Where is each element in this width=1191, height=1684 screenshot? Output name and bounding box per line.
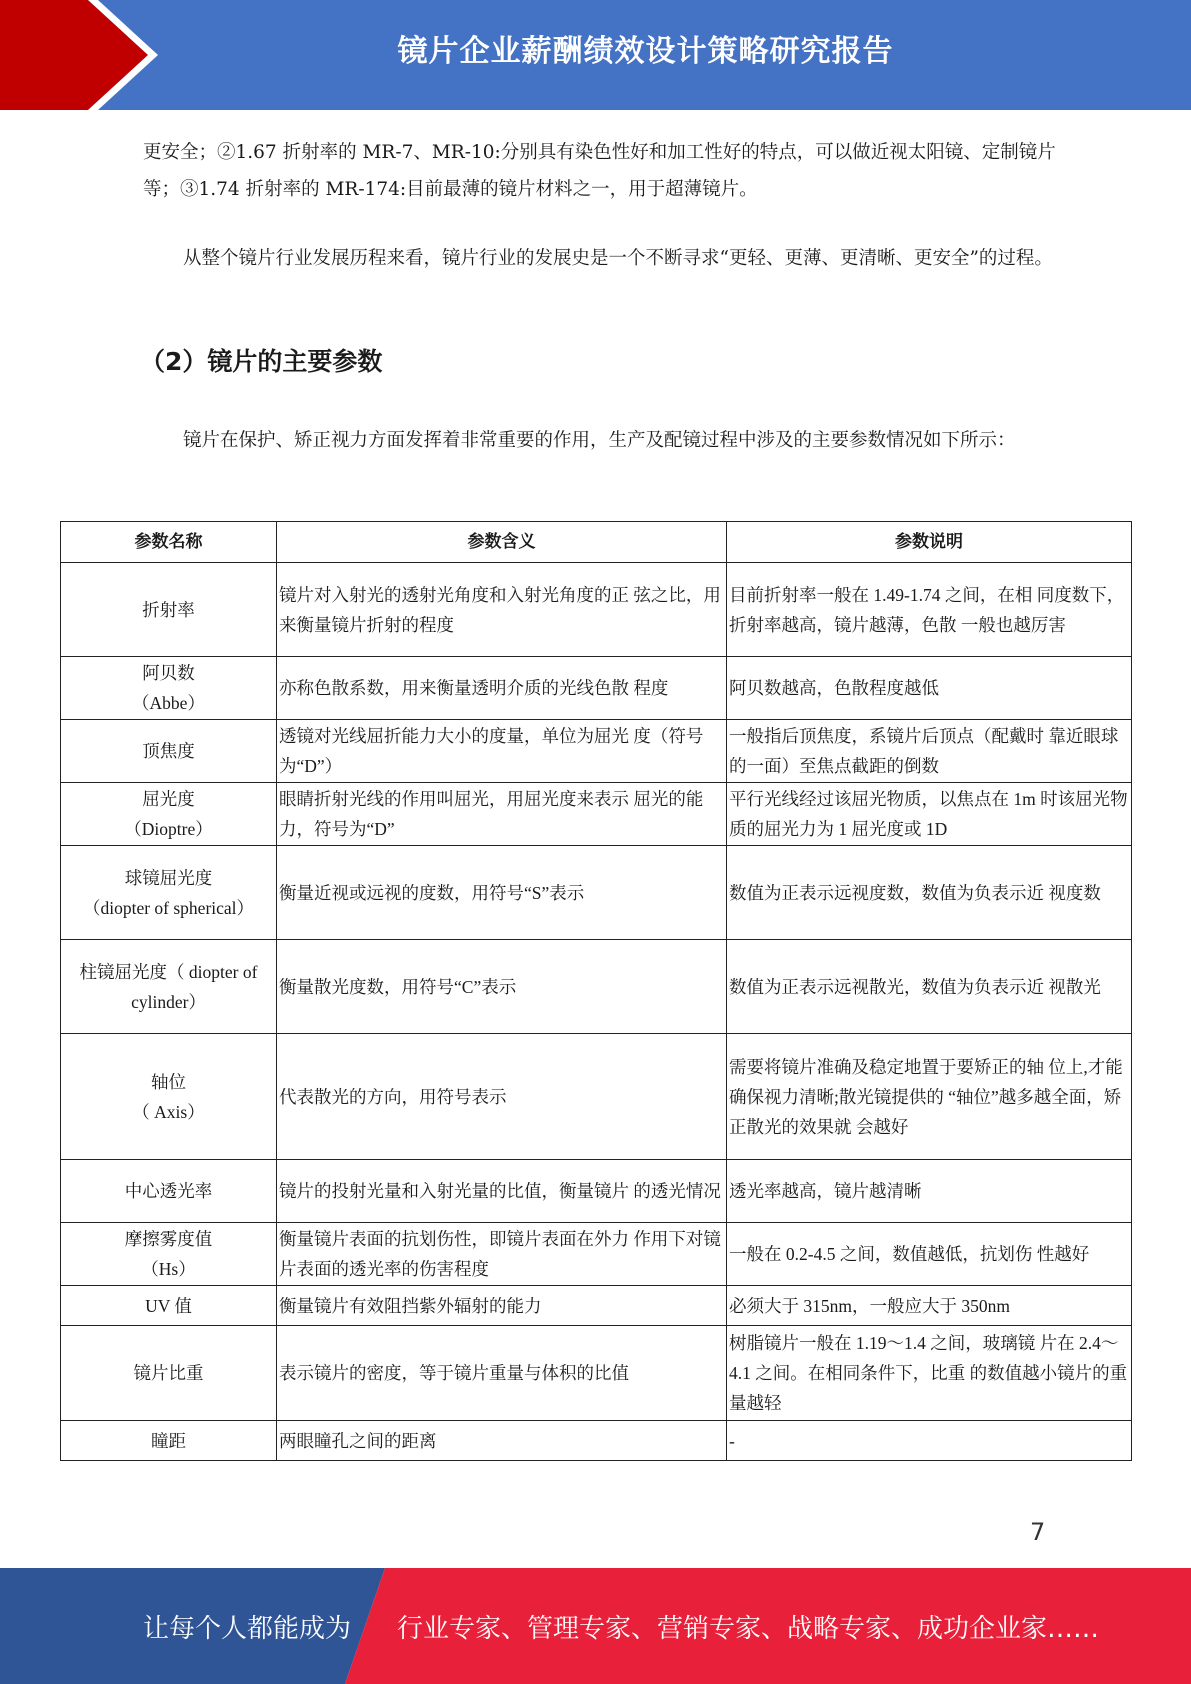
param-note: 数值为正表示远视度数，数值为负表示近 视度数 [727, 846, 1132, 940]
param-name-line: 顶焦度 [142, 741, 195, 761]
param-note: 需要将镜片准确及稳定地置于要矫正的轴 位上,才能确保视力清晰;散光镜提供的 “轴位”越多越全面，矫正散光的效果就 会越好 [727, 1034, 1132, 1160]
param-name-line: 球镜屈光度 [124, 867, 213, 888]
param-name-line: 中心透光率 [124, 1181, 213, 1201]
param-meaning: 衡量镜片有效阻挡紫外辐射的能力 [277, 1286, 727, 1326]
param-note: 必须大于 315nm，一般应大于 350nm [727, 1286, 1132, 1326]
param-name-line: UV 值 [145, 1295, 192, 1316]
param-meaning: 衡量近视或远视的度数，用符号“S”表示 [277, 846, 727, 940]
param-name-line: 瞳距 [151, 1430, 186, 1451]
page-number: 7 [1030, 1518, 1046, 1546]
table-header-meaning: 参数含义 [277, 522, 727, 563]
table-row [61, 1421, 1132, 1461]
param-name-line: （Abbe） [132, 693, 205, 713]
param-name [61, 1326, 277, 1421]
param-name-line: 阿贝数 [142, 663, 195, 683]
param-meaning: 两眼瞳孔之间的距离 [277, 1421, 727, 1461]
header-red-arrow [0, 0, 148, 110]
param-name-line: （ Axis） [132, 1101, 205, 1122]
table-row [61, 1286, 1132, 1326]
table-header-name: 参数名称 [61, 522, 277, 563]
param-note: 阿贝数越高，色散程度越低 [727, 657, 1132, 720]
body-paragraph-3: 镜片在保护、矫正视力方面发挥着非常重要的作用，生产及配镜过程中涉及的主要参数情况如下所示： [183, 430, 1016, 451]
table-row [61, 563, 1132, 657]
body-paragraph-2: 从整个镜片行业发展历程来看，镜片行业的发展史是一个不断寻求“更轻、更薄、更清晰、更安全”的过程。 [183, 248, 1053, 269]
param-name [61, 657, 277, 720]
param-name-line: （Dioptre） [124, 819, 213, 839]
param-note: 数值为正表示远视散光，数值为负表示近 视散光 [727, 940, 1132, 1034]
param-name-line: 摩擦雾度值 [124, 1229, 213, 1249]
page-header [0, 0, 1191, 110]
parameters-table [60, 521, 1132, 1461]
param-note: 一般在 0.2-4.5 之间，数值越低，抗划伤 性越好 [727, 1223, 1132, 1286]
table-header-row [61, 522, 1132, 563]
footer-slogan-right: 行业专家、管理专家、营销专家、战略专家、成功企业家…… [397, 1614, 1100, 1644]
param-meaning: 镜片的投射光量和入射光量的比值，衡量镜片 的透光情况 [277, 1160, 727, 1223]
table-row [61, 657, 1132, 720]
param-name-line: 折射率 [142, 599, 195, 620]
param-meaning: 亦称色散系数，用来衡量透明介质的光线色散 程度 [277, 657, 727, 720]
param-note: 一般指后顶焦度，系镜片后顶点（配戴时 靠近眼球的一面）至焦点截距的倒数 [727, 720, 1132, 783]
table-row [61, 1223, 1132, 1286]
table-header-note: 参数说明 [727, 522, 1132, 563]
table-row [61, 1034, 1132, 1160]
param-name-line: 屈光度 [142, 789, 195, 809]
param-name [61, 783, 277, 846]
param-note: 平行光线经过该屈光物质，以焦点在 1m 时该屈光物质的屈光力为 1 屈光度或 1D [727, 783, 1132, 846]
page-footer [0, 1568, 1191, 1684]
param-name [61, 563, 277, 657]
param-meaning: 眼睛折射光线的作用叫屈光，用屈光度来表示 屈光的能力，符号为“D” [277, 783, 727, 846]
param-note: 树脂镜片一般在 1.19～1.4 之间，玻璃镜 片在 2.4～4.1 之间。在相同条件下，比重 的数值越小镜片的重量越轻 [727, 1326, 1132, 1421]
param-name-line: （Hs） [141, 1259, 196, 1279]
param-meaning: 衡量散光度数，用符号“C”表示 [277, 940, 727, 1034]
param-meaning: 透镜对光线屈折能力大小的度量，单位为屈光 度（符号为“D”） [277, 720, 727, 783]
param-meaning: 镜片对入射光的透射光角度和入射光角度的正 弦之比，用来衡量镜片折射的程度 [277, 563, 727, 657]
param-name [61, 1286, 277, 1326]
param-name-line: （diopter of spherical） [82, 897, 255, 918]
param-name [61, 846, 277, 940]
param-name-line: cylinder） [131, 991, 206, 1012]
table-row [61, 783, 1132, 846]
param-name [61, 1223, 277, 1286]
table-row [61, 846, 1132, 940]
table-row [61, 940, 1132, 1034]
section-heading: （2）镜片的主要参数 [140, 347, 383, 376]
param-name-line: 轴位 [151, 1071, 186, 1092]
param-note: - [727, 1421, 1132, 1461]
param-name [61, 720, 277, 783]
param-note: 目前折射率一般在 1.49-1.74 之间，在相 同度数下，折射率越高，镜片越薄，色散 一般也越厉害 [727, 563, 1132, 657]
param-name [61, 940, 277, 1034]
table-row [61, 1160, 1132, 1223]
header-title: 镜片企业薪酬绩效设计策略研究报告 [397, 34, 894, 69]
param-name [61, 1421, 277, 1461]
param-meaning: 代表散光的方向，用符号表示 [277, 1034, 727, 1160]
body-paragraph-1: 更安全；②1.67 折射率的 MR-7、MR-10:分别具有染色性好和加工性好的特点，可以做近视太阳镜、定制镜片等；③1.74 折射率的 MR-174:目前最薄的镜片材料之一，用于超薄镜片。 [143, 142, 1056, 200]
footer-slogan-left: 让每个人都能成为 [143, 1614, 352, 1644]
param-note: 透光率越高，镜片越清晰 [727, 1160, 1132, 1223]
param-name-line: 镜片比重 [133, 1363, 204, 1383]
param-meaning: 表示镜片的密度，等于镜片重量与体积的比值 [277, 1326, 727, 1421]
table-row [61, 1326, 1132, 1421]
param-name [61, 1160, 277, 1223]
param-name [61, 1034, 277, 1160]
param-name-line: 柱镜屈光度（ diopter of [79, 961, 258, 982]
table-row [61, 720, 1132, 783]
param-meaning: 衡量镜片表面的抗划伤性，即镜片表面在外力 作用下对镜片表面的透光率的伤害程度 [277, 1223, 727, 1286]
